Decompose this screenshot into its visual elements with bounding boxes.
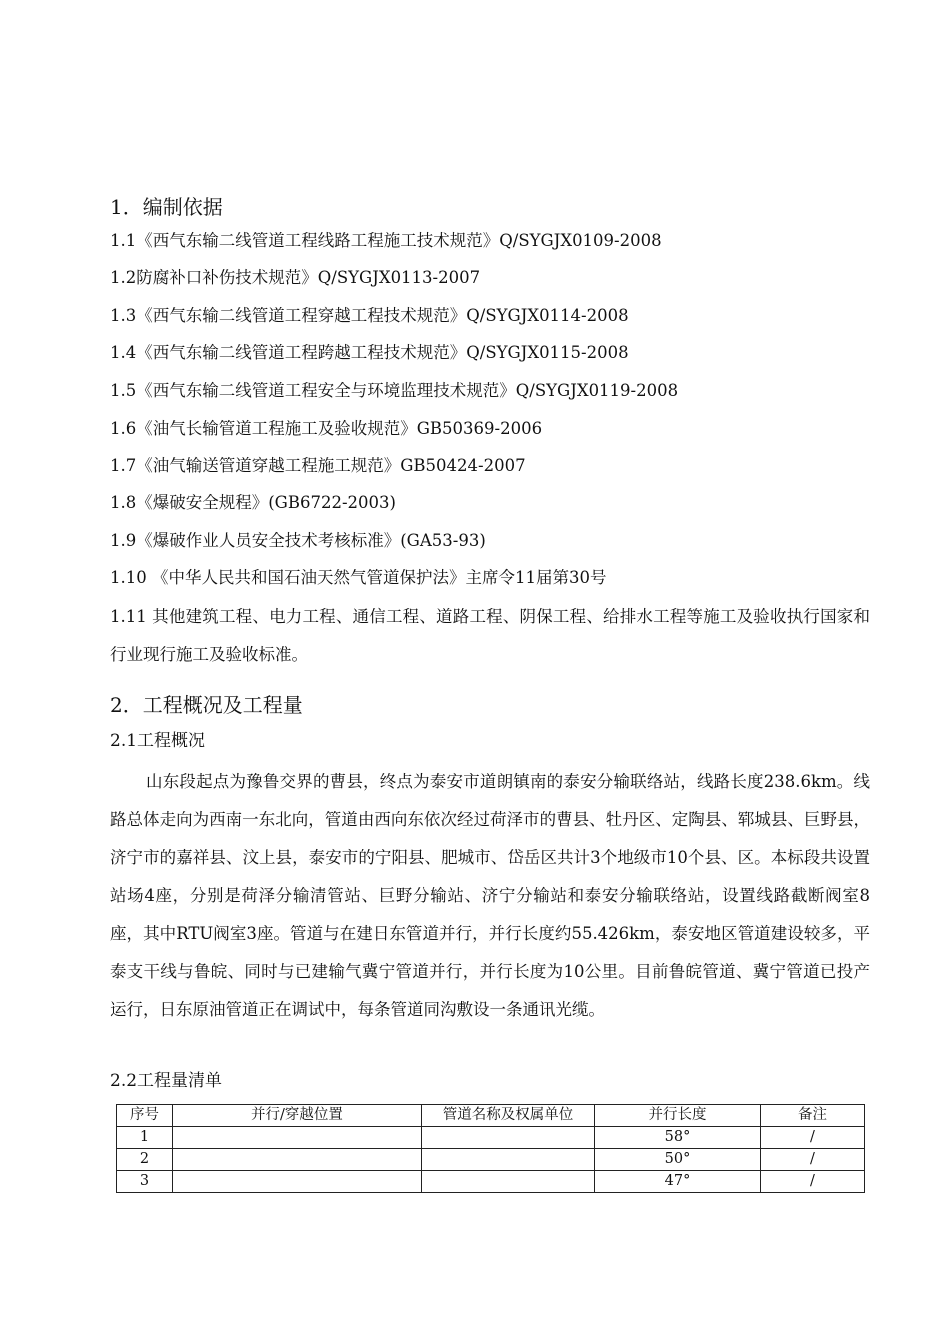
- table-header-row: [117, 1105, 865, 1127]
- section-2-heading: 2．工程概况及工程量: [110, 693, 303, 717]
- reference-item: 1.7《油气输送管道穿越工程施工规范》GB50424-2007: [110, 456, 526, 475]
- col-header-remarks: 备注: [761, 1105, 865, 1127]
- cell-pipeline: [422, 1171, 595, 1193]
- cell-pipeline: [422, 1127, 595, 1149]
- col-header-position: 并行/穿越位置: [173, 1105, 422, 1127]
- section-1-heading: 1．编制依据: [110, 195, 223, 219]
- table-row: [117, 1149, 865, 1171]
- cell-remarks: /: [761, 1127, 865, 1149]
- reference-item: 1.9《爆破作业人员安全技术考核标准》(GA53-93): [110, 531, 486, 550]
- reference-item: 1.10 《中华人民共和国石油天然气管道保护法》主席令11届第30号: [110, 568, 607, 587]
- cell-length: 50°: [595, 1149, 761, 1171]
- cell-length: 58°: [595, 1127, 761, 1149]
- reference-item: 1.8《爆破安全规程》(GB6722-2003): [110, 493, 396, 512]
- cell-position: [173, 1149, 422, 1171]
- subsection-2-1-heading: 2.1工程概况: [110, 731, 206, 751]
- cell-position: [173, 1171, 422, 1193]
- quantity-table: [116, 1104, 865, 1193]
- cell-length: 47°: [595, 1171, 761, 1193]
- subsection-2-2-heading: 2.2工程量清单: [110, 1071, 223, 1091]
- reference-item: 1.1《西气东输二线管道工程线路工程施工技术规范》Q/SYGJX0109-2008: [110, 231, 662, 250]
- reference-item: 1.4《西气东输二线管道工程跨越工程技术规范》Q/SYGJX0115-2008: [110, 343, 629, 362]
- reference-item: 1.3《西气东输二线管道工程穿越工程技术规范》Q/SYGJX0114-2008: [110, 306, 629, 325]
- cell-index: 2: [117, 1149, 173, 1171]
- reference-item-11: 1.11 其他建筑工程、电力工程、通信工程、道路工程、阴保工程、给排水工程等施工及验收执行国家和行业现行施工及验收标准。: [110, 607, 870, 664]
- table-row: [117, 1171, 865, 1193]
- cell-remarks: /: [761, 1171, 865, 1193]
- overview-paragraph: 山东段起点为豫鲁交界的曹县，终点为泰安市道朗镇南的泰安分输联络站，线路长度238.6km。线路总体走向为西南一东北向，管道由西向东依次经过荷泽市的曹县、牡丹区、定陶县、郓城县、巨野县，济宁市的嘉祥县、汶上县，泰安市的宁阳县、肥城市、岱岳区共计3个地级市10个县、区。本标段共设置站场4座，分别是荷泽分输清管站、巨野分输站、济宁分输站和泰安分输联络站，设置线路截断阀室8座，其中RTU阀室3座。管道与在建日东管道并行，并行长度约55.426km，泰安地区管道建设较多，平泰支干线与鲁皖、同时与已建输气冀宁管道并行，并行长度为10公里。目前鲁皖管道、冀宁管道已投产运行，日东原油管道正在调试中，每条管道同沟敷设一条通讯光缆。: [110, 772, 870, 1019]
- col-header-index: 序号: [117, 1105, 173, 1127]
- reference-item: 1.5《西气东输二线管道工程安全与环境监理技术规范》Q/SYGJX0119-2008: [110, 381, 679, 400]
- col-header-pipeline: 管道名称及权属单位: [422, 1105, 595, 1127]
- cell-index: 1: [117, 1127, 173, 1149]
- col-header-length: 并行长度: [595, 1105, 761, 1127]
- cell-position: [173, 1127, 422, 1149]
- cell-pipeline: [422, 1149, 595, 1171]
- cell-index: 3: [117, 1171, 173, 1193]
- cell-remarks: /: [761, 1149, 865, 1171]
- table-row: [117, 1127, 865, 1149]
- reference-item: 1.6《油气长输管道工程施工及验收规范》GB50369-2006: [110, 419, 543, 438]
- reference-item: 1.2防腐补口补伤技术规范》Q/SYGJX0113-2007: [110, 268, 481, 287]
